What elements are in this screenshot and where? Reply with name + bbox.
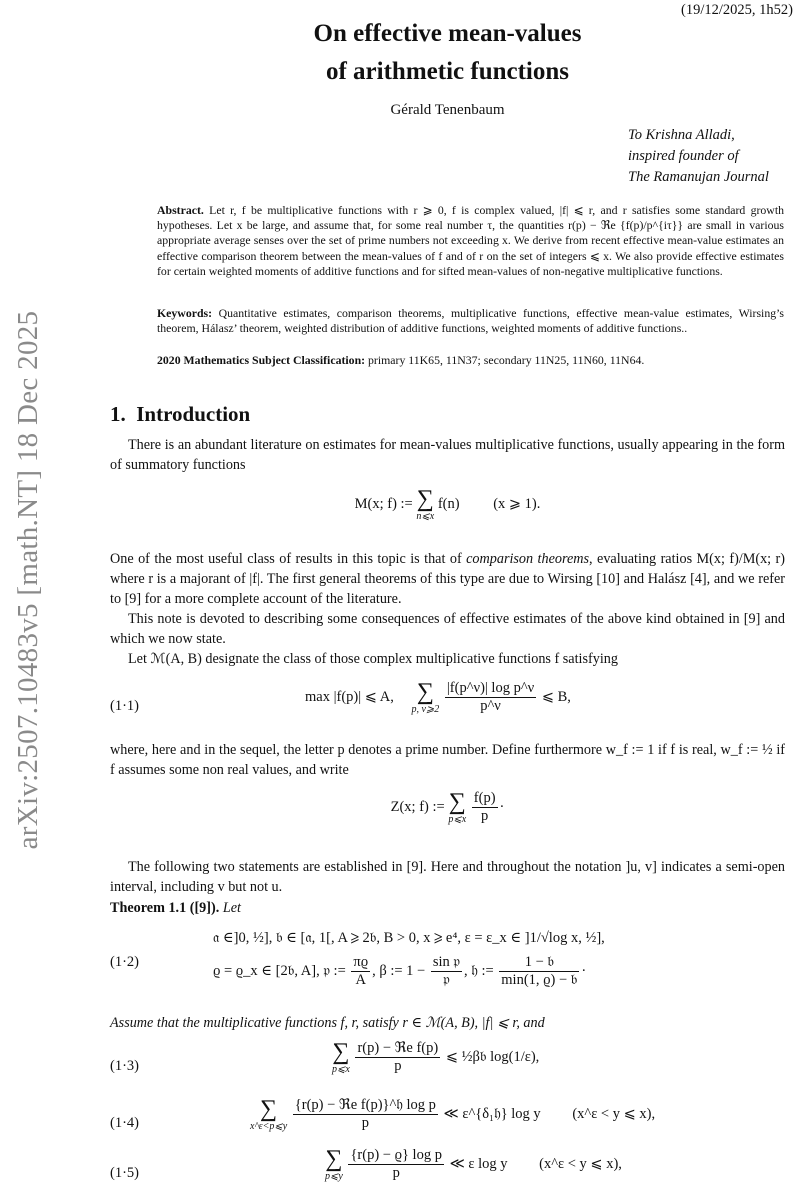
msc-classification [157, 353, 784, 368]
paragraph-4: Let ℳ(A, B) designate the class of those complex multiplicative functions f satisfying [128, 651, 618, 667]
equation-1-2 [110, 930, 785, 1010]
dedication-line: To Krishna Alladi, [628, 127, 735, 143]
theorem-label: Theorem 1.1 ([9]). [110, 900, 220, 916]
emphasis: comparison theorems [466, 551, 590, 567]
eq-line-2: ϱ = ϱ_x ∈ [2𝔟, A], 𝔭 := $\frac{\pi ϱ}{A}$ , β := 1 − $\frac{\text{sin 𝔭}}{\text{𝔭}}$ , 𝔥 := $\frac{\text{1 − 𝔟}}{\text{min(1, ϱ) − 𝔟}}$ · [213, 954, 587, 988]
paragraph-1: There is an abundant literature on estimates for mean-values multiplicative functions, usually appearing in the form of summatory functions [110, 437, 785, 473]
section-title: Introduction [136, 402, 251, 426]
paragraph-3: This note is devoted to describing some consequences of effective estimates of the above kind obtained in [9] and which we now state. [110, 611, 785, 647]
eq-rhs: f(n) [437, 495, 460, 512]
arxiv-side-stamp: arXiv:2507.10483v5 [math.NT] 18 Dec 2025 [12, 310, 44, 850]
author: Gérald Tenenbaum [390, 102, 505, 118]
section-heading [110, 402, 250, 427]
keywords [157, 306, 784, 336]
sum-symbol: ∑ n⩽x [416, 486, 435, 522]
title-line-1: On effective mean-values [313, 20, 582, 47]
abstract [157, 203, 784, 279]
compile-date: (19/12/2025, 1h52) [681, 2, 793, 18]
equation-number: (1·4) [110, 1115, 139, 1131]
equation-number: (1·1) [110, 698, 139, 714]
msc-label: 2020 Mathematics Subject Classification: [157, 353, 366, 367]
abstract-label: Abstract. [157, 203, 204, 217]
eq-condition: (x ⩾ 1). [493, 495, 541, 512]
equation-M-def [110, 487, 785, 522]
eq-lhs: M(x; f) := [354, 495, 413, 512]
abstract-text: Let r, f be multiplicative functions with r ⩾ 0, f is complex valued, |f| ⩽ r, and r satisfies some standard growth hypotheses. Let x be large, and assume that, for some real number τ, the quantities r(p) − ℜe {f(p)/p^{iτ}} are small in various appropriate average senses over the set of prime numbers not exceeding x. We derive from recent effective mean-value estimates an effective comparison theorem between the mean-values of f and of r on the set of integers ⩽ x. We also provide effective estimates for certain weighted moments of additive functions and for sifted mean-values of non-negative multiplicative functions. [157, 203, 785, 278]
section-number: 1. [110, 402, 126, 426]
equation-1-5: (1·5) ∑ p⩽y $\frac{\text{\{r(p) − ϱ\} log p}}{p}$ ≪ ε log y (x^ε < y ⩽ x), [110, 1146, 622, 1182]
paper-title [100, 15, 795, 91]
paragraph-2: One of the most useful class of results in this topic is that of comparison theorems, evaluating ratios M(x; f)/M(x; r) where r is a majorant of |f|. The first general theorems of this type are due to Wirsing [10] and Halász [4], and we refer to [9] for a more complete account of the literature. [110, 551, 785, 607]
equation-number: (1·5) [110, 1165, 139, 1181]
theorem-assumption: Assume that the multiplicative functions f, r, satisfy r ∈ ℳ(A, B), |f| ⩽ r, and [110, 1015, 545, 1031]
equation-1-1: (1·1) max |f(p)| ⩽ A, ∑ p, ν⩾2 $\frac{\text{|f(p\textasciicircum{}ν)| log p\textasciicircum{}ν}}{p\^{}\nu}$ ⩽ B, [110, 679, 571, 715]
keywords-text: Quantitative estimates, comparison theorems, multiplicative functions, effective mean-value estimates, Wirsing’s theorem, Hálasz’ theorem, weighted distribution of additive functions, weighted moments of additive functions.. [157, 306, 785, 336]
keywords-label: Keywords: [157, 306, 213, 320]
paragraph-6: The following two statements are established in [9]. Here and throughout the notation ]u, v] indicates a semi-open interval, including v but not u. [110, 859, 785, 895]
msc-text: primary 11K65, 11N37; secondary 11N25, 11N60, 11N64. [368, 353, 645, 367]
equation-1-3: (1·3) ∑ p⩽x $\frac{\text{r(p) − ℜe f(p)}}{p}$ ⩽ ½β𝔟 log(1/ε), [110, 1039, 540, 1075]
dedication [628, 125, 769, 188]
eq-line-1: 𝔞 ∈]0, ½], 𝔟 ∈ [𝔞, 1[, A ⩾ 2𝔟, B > 0, x ⩾ e⁴, ε = ε_x ∈ ]1/√log x, ½], [213, 930, 605, 946]
title-line-2: of arithmetic functions [325, 58, 570, 85]
theorem-1-1-heading [110, 898, 785, 918]
equation-Z-def: Z(x; f) := ∑ p⩽x $\frac{f(p)}{p}$ · [390, 789, 505, 825]
theorem-let: Let [222, 900, 241, 916]
equation-number: (1·3) [110, 1058, 139, 1074]
dedication-line: inspired founder of [628, 148, 739, 164]
equation-1-4: (1·4) ∑ x^ε<p⩽y $\frac{\text{\{r(p) − ℜe f(p)\}\textasciicircum{}𝔥 log p}}{p}$ ≪ ε^{δ₁𝔥} log y (x^ε < y ⩽ x), [110, 1096, 656, 1132]
paragraph-5: where, here and in the sequel, the letter p denotes a prime number. Define furthermore w_f := 1 if f is real, w_f := ½ if f assumes some non real values, and write [110, 742, 785, 778]
equation-number: (1·2) [110, 954, 139, 970]
dedication-line: The Ramanujan Journal [628, 169, 769, 185]
